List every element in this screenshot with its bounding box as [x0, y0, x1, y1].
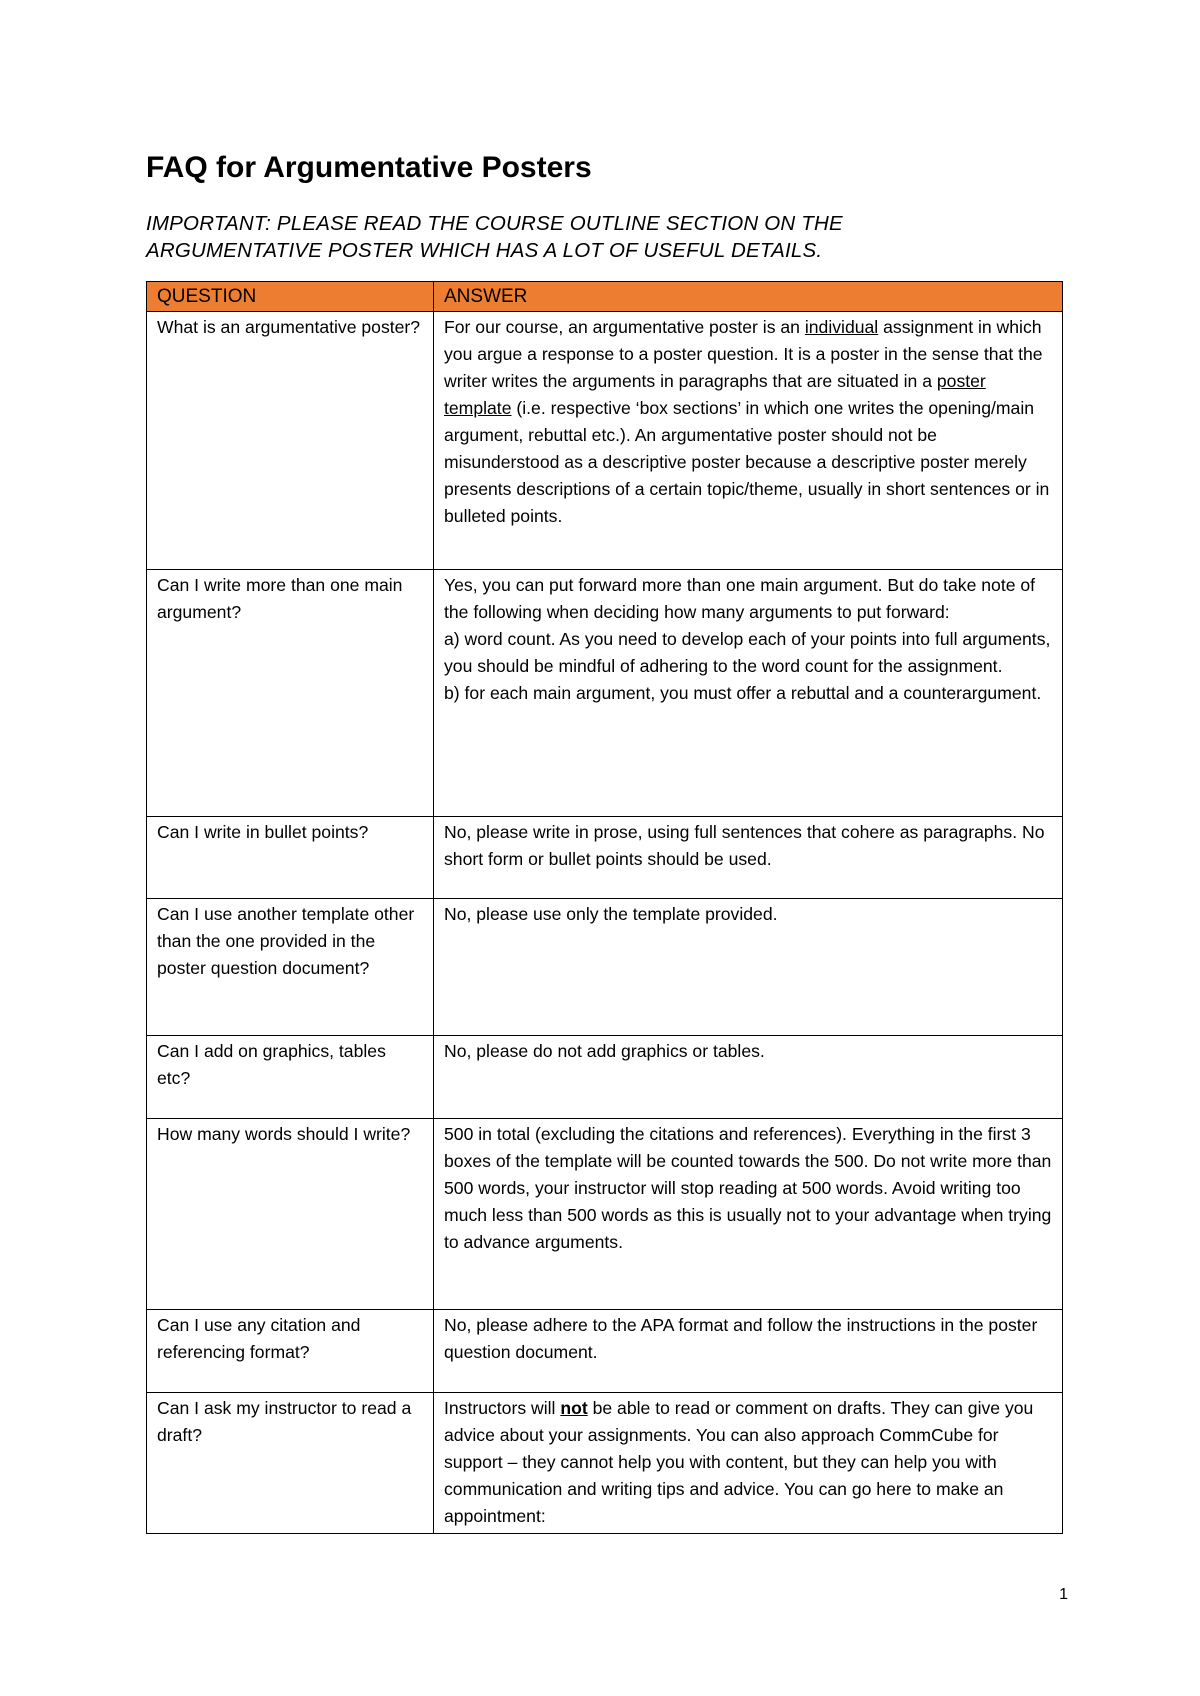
important-notice: [146, 210, 1066, 264]
question-cell: Can I use any citation and referencing format?: [147, 1310, 434, 1393]
question-cell: What is an argumentative poster?: [147, 312, 434, 570]
underlined-poster-template: poster template: [444, 371, 986, 418]
table-row: [147, 570, 1063, 817]
header-answer: ANSWER: [434, 282, 1063, 312]
answer-point-a: a) word count. As you need to develop each of your points into full arguments, you should be mindful of adhering to the word count for the assignment.: [444, 629, 1051, 676]
answer-point-b: b) for each main argument, you must offer a rebuttal and a counterargument.: [444, 683, 1042, 703]
answer-cell: No, please do not add graphics or tables.: [434, 1036, 1063, 1119]
table-row: [147, 1393, 1063, 1534]
answer-text: Instructors will: [444, 1398, 561, 1418]
answer-text: be able to read or comment on drafts. They can give you advice about your assignments. You can also approach CommCube for support – they cannot help you with content, but they can help you with communication and writing tips and advice. You can go here to make an appointment:: [444, 1398, 1034, 1526]
notice-line-2: ARGUMENTATIVE POSTER WHICH HAS A LOT OF USEFUL DETAILS.: [146, 239, 823, 262]
question-cell: Can I write in bullet points?: [147, 817, 434, 899]
answer-cell: [434, 312, 1063, 570]
question-cell: Can I ask my instructor to read a draft?: [147, 1393, 434, 1534]
table-row: [147, 899, 1063, 1036]
notice-line-1: IMPORTANT: PLEASE READ THE COURSE OUTLINE SECTION ON THE: [146, 212, 843, 235]
table-row: [147, 1036, 1063, 1119]
page-number: 1: [1059, 1586, 1068, 1603]
answer-cell: No, please write in prose, using full sentences that cohere as paragraphs. No short form or bullet points should be used.: [434, 817, 1063, 899]
answer-cell: No, please use only the template provided.: [434, 899, 1063, 1036]
answer-intro: Yes, you can put forward more than one main argument. But do take note of the following when deciding how many arguments to put forward:: [444, 575, 1036, 622]
question-cell: Can I add on graphics, tables etc?: [147, 1036, 434, 1119]
answer-cell: 500 in total (excluding the citations and references). Everything in the first 3 boxes of the template will be counted towards the 500. Do not write more than 500 words, your instructor will stop reading at 500 words. Avoid writing too much less than 500 words as this is usually not to your advantage when trying to advance arguments.: [434, 1119, 1063, 1310]
question-cell: Can I write more than one main argument?: [147, 570, 434, 817]
table-row: [147, 1119, 1063, 1310]
table-row: [147, 817, 1063, 899]
table-row: [147, 312, 1063, 570]
question-cell: Can I use another template other than the one provided in the poster question document?: [147, 899, 434, 1036]
table-header-row: [147, 282, 1063, 312]
answer-cell: [434, 570, 1063, 817]
emphasized-not: not: [560, 1398, 588, 1418]
question-cell: How many words should I write?: [147, 1119, 434, 1310]
document-title: FAQ for Argumentative Posters: [146, 151, 592, 184]
table-row: [147, 1310, 1063, 1393]
answer-text: For our course, an argumentative poster is an: [444, 317, 805, 337]
answer-cell: [434, 1393, 1063, 1534]
underlined-individual: individual: [804, 317, 879, 337]
answer-text: assignment in which you argue a response to a poster question. It is a poster in the sense that the writer writes the arguments in paragraphs that are situated in a: [444, 317, 1043, 391]
header-question: QUESTION: [147, 282, 434, 312]
answer-text: (i.e. respective ‘box sections’ in which one writes the opening/main argument, rebuttal etc.). An argumentative poster should not be misunderstood as a descriptive poster because a descriptive poster merely presents descriptions of a certain topic/theme, usually in short sentences or in bulleted points.: [444, 398, 1050, 526]
faq-table: [146, 281, 1063, 1534]
answer-cell: No, please adhere to the APA format and follow the instructions in the poster question document.: [434, 1310, 1063, 1393]
